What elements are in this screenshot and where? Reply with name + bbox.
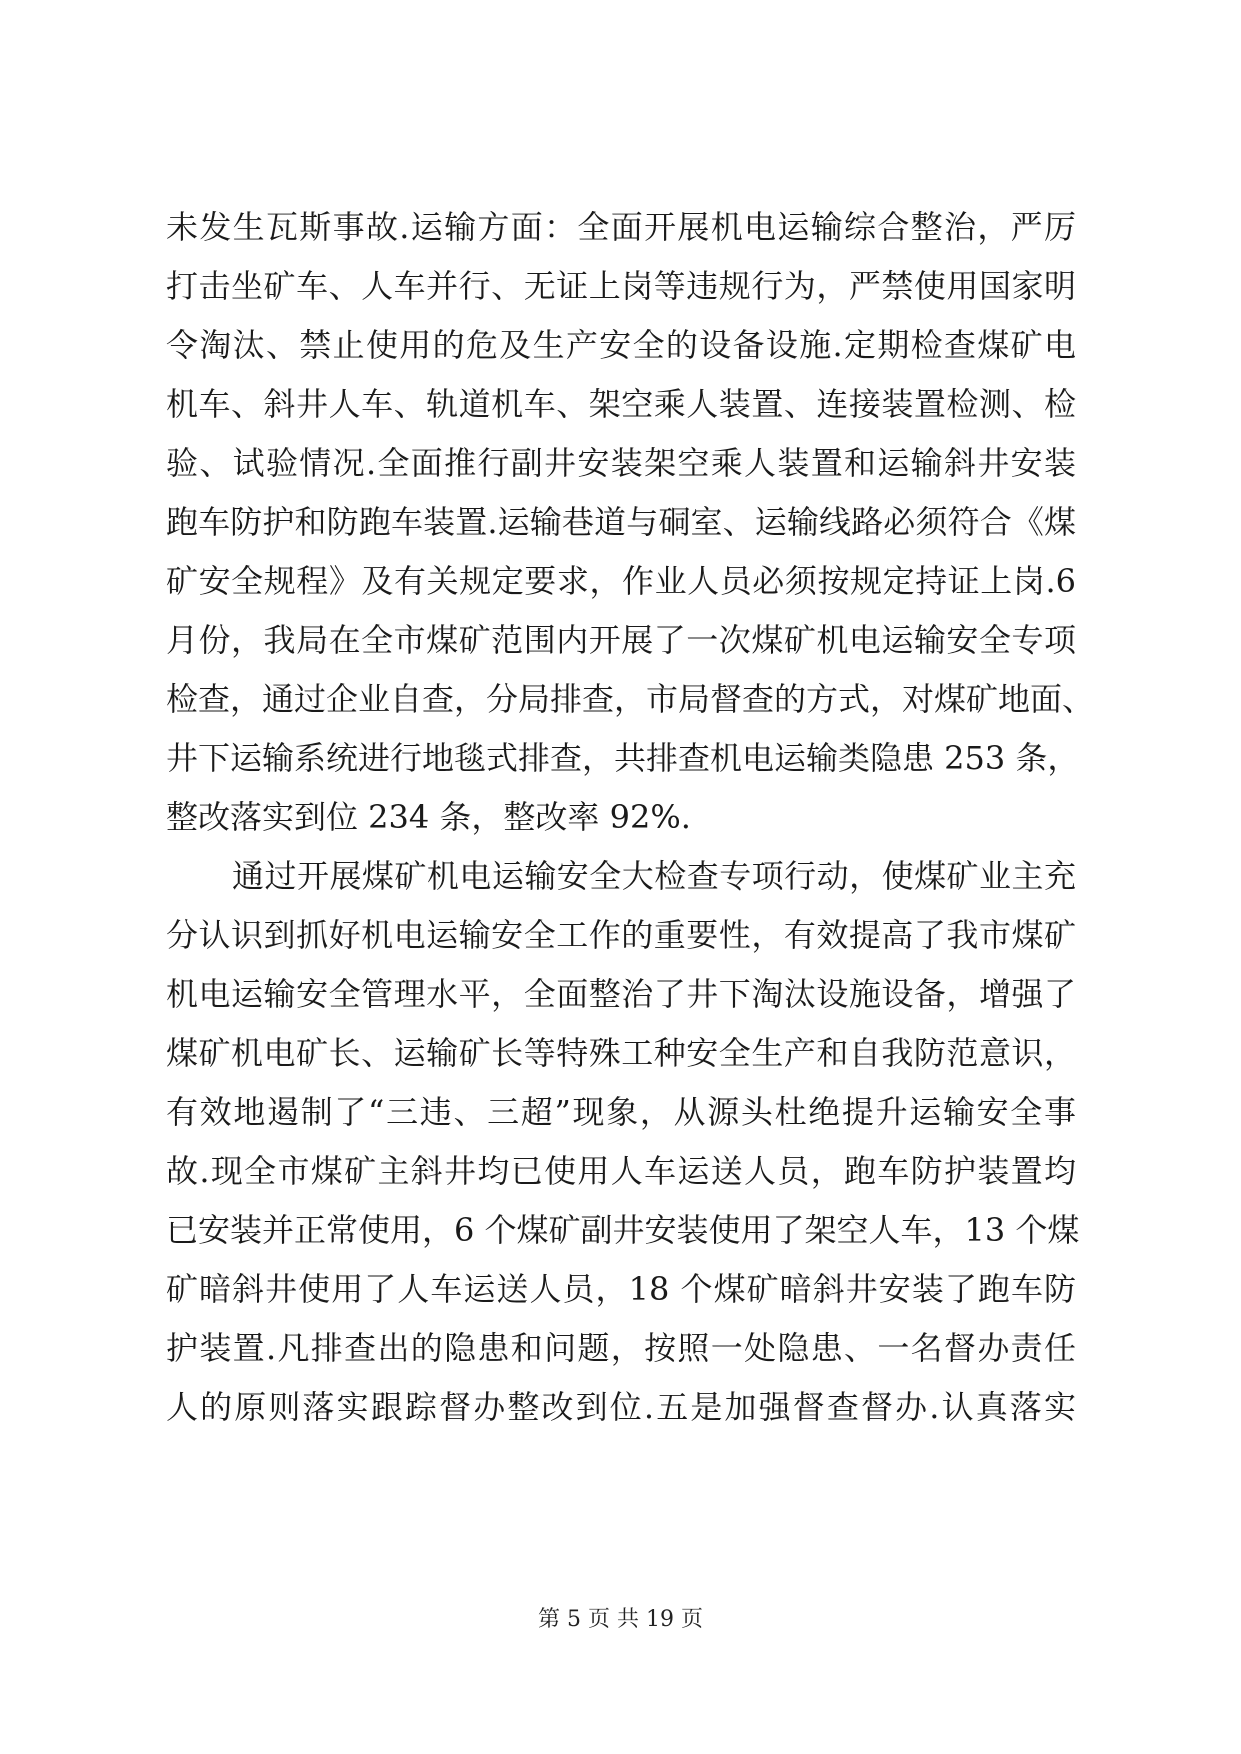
text-line: 未发生瓦斯事故.运输方面：全面开展机电运输综合整治，严厉 — [166, 208, 1076, 246]
text-line: 跑车防护和防跑车装置.运输巷道与硐室、运输线路必须符合《煤 — [166, 503, 1076, 541]
text-line: 矿安全规程》及有关规定要求，作业人员必须按规定持证上岗.6 — [166, 562, 1076, 600]
text-line: 检查，通过企业自查，分局排查，市局督查的方式，对煤矿地面、 — [166, 680, 1095, 718]
text-line: 故.现全市煤矿主斜井均已使用人车运送人员，跑车防护装置均 — [166, 1152, 1076, 1190]
text-line: 机电运输安全管理水平，全面整治了井下淘汰设施设备，增强了 — [166, 975, 1076, 1013]
text-line: 分认识到抓好机电运输安全工作的重要性，有效提高了我市煤矿 — [166, 916, 1076, 954]
text-line: 井下运输系统进行地毯式排查，共排查机电运输类隐患 253 条， — [166, 739, 1080, 777]
text-line: 机车、斜井人车、轨道机车、架空乘人装置、连接装置检测、检 — [166, 385, 1076, 423]
text-line: 矿暗斜井使用了人车运送人员，18 个煤矿暗斜井安装了跑车防 — [166, 1270, 1076, 1308]
text-line: 护装置.凡排查出的隐患和问题，按照一处隐患、一名督办责任 — [166, 1329, 1076, 1367]
text-line: 通过开展煤矿机电运输安全大检查专项行动，使煤矿业主充 — [232, 857, 1076, 895]
text-line: 打击坐矿车、人车并行、无证上岗等违规行为，严禁使用国家明 — [166, 267, 1076, 305]
text-line: 煤矿机电矿长、运输矿长等特殊工种安全生产和自我防范意识， — [166, 1034, 1076, 1072]
text-line: 整改落实到位 234 条，整改率 92%. — [166, 798, 691, 836]
text-line: 令淘汰、禁止使用的危及生产安全的设备设施.定期检查煤矿电 — [166, 326, 1076, 364]
text-line: 人的原则落实跟踪督办整改到位.五是加强督查督办.认真落实 — [166, 1388, 1076, 1426]
text-line: 月份，我局在全市煤矿范围内开展了一次煤矿机电运输安全专项 — [166, 621, 1076, 659]
text-line: 验、试验情况.全面推行副井安装架空乘人装置和运输斜井安装 — [166, 444, 1076, 482]
text-line: 已安装并正常使用，6 个煤矿副井安装使用了架空人车，13 个煤 — [166, 1211, 1080, 1249]
text-line: 有效地遏制了“三违、三超”现象，从源头杜绝提升运输安全事 — [166, 1093, 1076, 1131]
page-footer: 第 5 页 共 19 页 — [538, 1607, 703, 1632]
